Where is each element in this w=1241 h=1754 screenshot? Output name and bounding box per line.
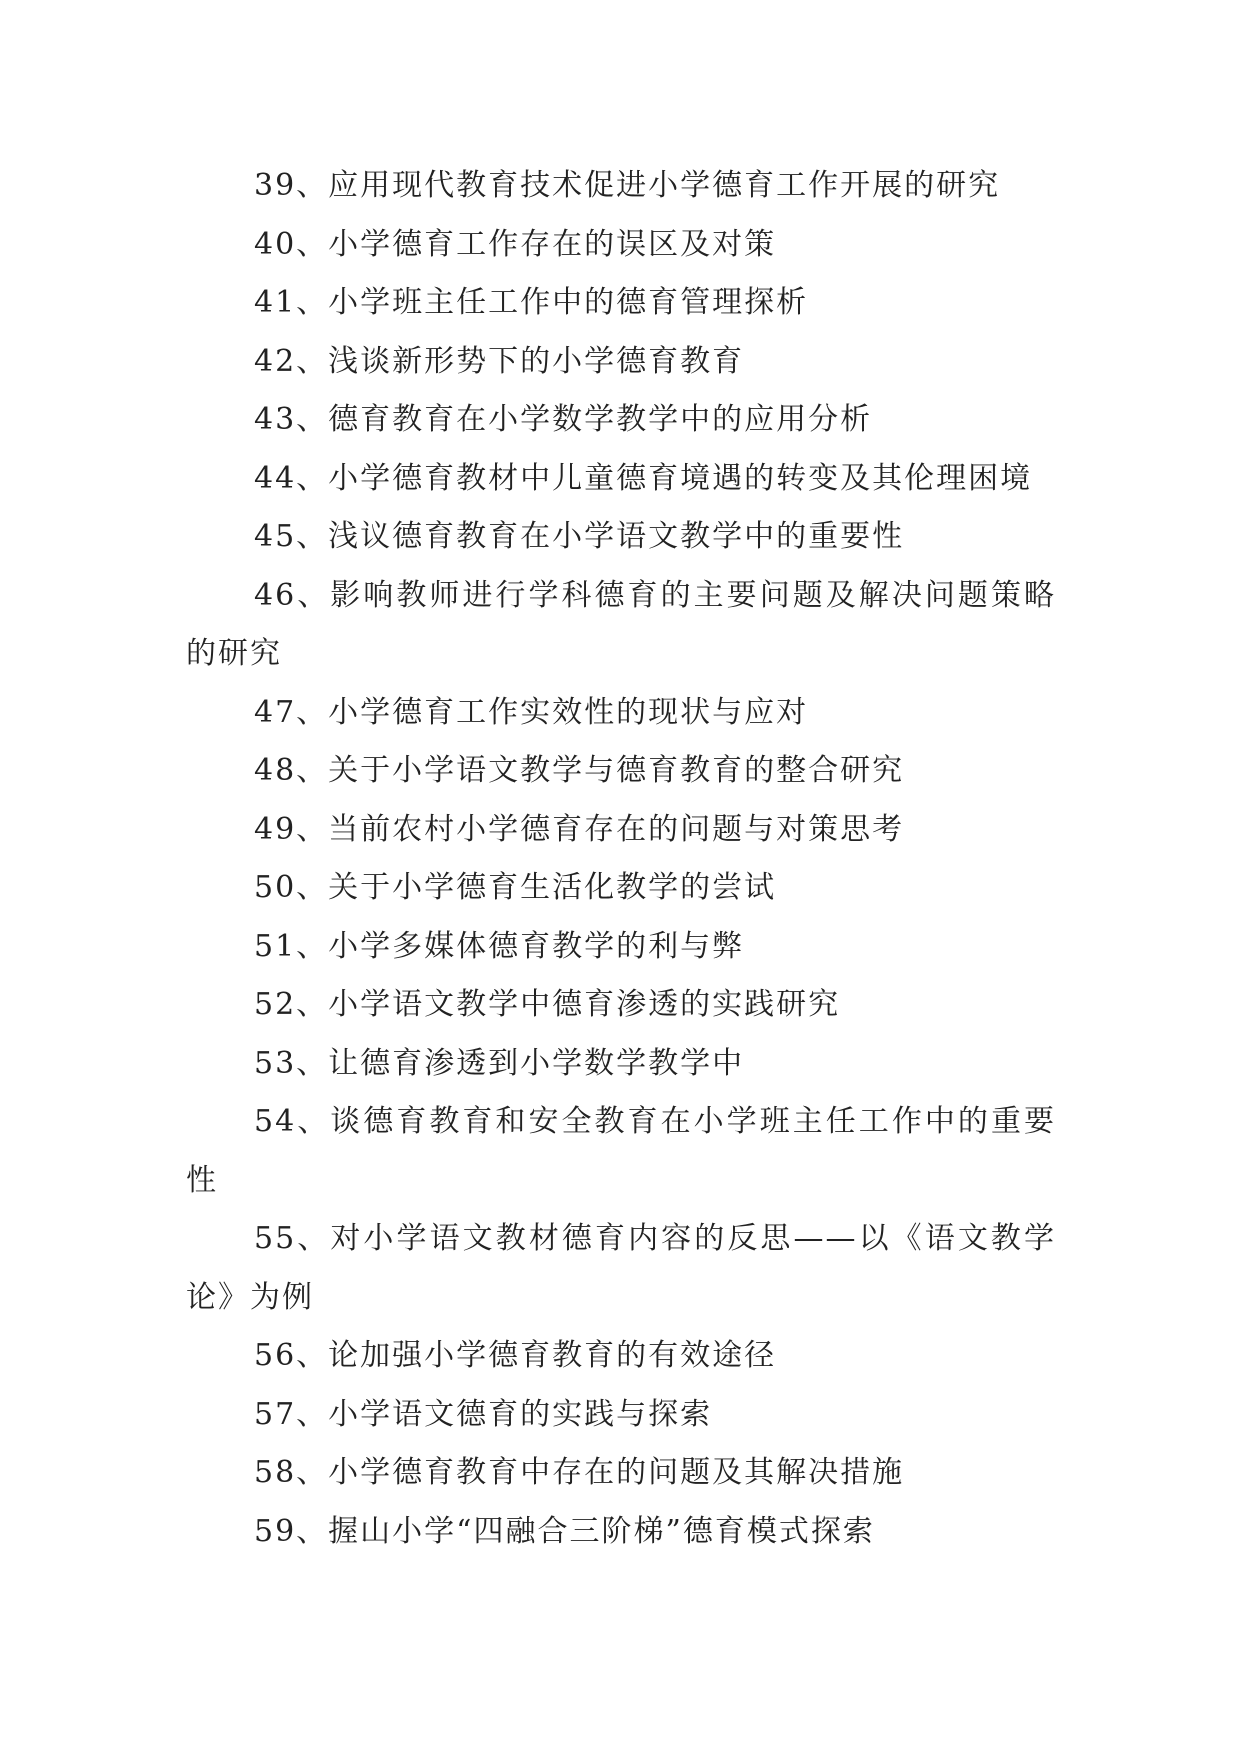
list-item: 53、让德育渗透到小学数学教学中 — [254, 1045, 745, 1081]
list-item: 45、浅议德育教育在小学语文教学中的重要性 — [254, 519, 905, 554]
list-item: 50、关于小学德育生活化教学的尝试 — [254, 870, 777, 905]
list-item: 47、小学德育工作实效性的现状与应对 — [254, 694, 809, 730]
list-item: 57、小学语文德育的实践与探索 — [254, 1396, 713, 1432]
list-item: 59、握山小学“四融合三阶梯”德育模式探索 — [254, 1513, 875, 1549]
list-item: 43、德育教育在小学数学教学中的应用分析 — [254, 402, 873, 437]
list-item: 55、对小学语文教材德育内容的反思——以《语文教学论》为例 — [186, 1221, 1056, 1315]
list-item: 46、影响教师进行学科德育的主要问题及解决问题策略的研究 — [186, 577, 1056, 671]
list-item: 39、应用现代教育技术促进小学德育工作开展的研究 — [254, 168, 1001, 203]
list-item: 41、小学班主任工作中的德育管理探析 — [254, 285, 809, 320]
topic-list — [186, 157, 1056, 1561]
list-item: 56、论加强小学德育教育的有效途径 — [254, 1338, 777, 1373]
list-item: 48、关于小学语文教学与德育教育的整合研究 — [254, 753, 905, 788]
list-item: 42、浅谈新形势下的小学德育教育 — [254, 343, 745, 379]
list-item: 51、小学多媒体德育教学的利与弊 — [254, 928, 745, 964]
list-item: 58、小学德育教育中存在的问题及其解决措施 — [254, 1455, 905, 1490]
list-item: 44、小学德育教材中儿童德育境遇的转变及其伦理困境 — [254, 460, 1033, 496]
list-item: 40、小学德育工作存在的误区及对策 — [254, 226, 777, 262]
list-item: 49、当前农村小学德育存在的问题与对策思考 — [254, 811, 905, 847]
list-item: 54、谈德育教育和安全教育在小学班主任工作中的重要性 — [186, 1104, 1056, 1198]
list-item: 52、小学语文教学中德育渗透的实践研究 — [254, 987, 841, 1022]
